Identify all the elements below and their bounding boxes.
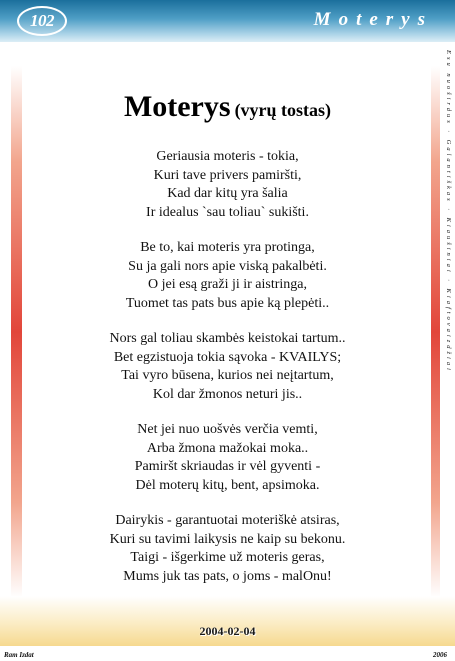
poem-line: Bet egzistuoja tokia sąvoka - KVAILYS; [113,349,342,365]
poem-line: Be to, kai moteris yra protinga, [140,240,315,255]
poem-line: Taigi - išgerkime už moteris geras, [130,550,325,565]
poem-line: Pamiršt skriaudas ir vėl gyventi - [134,459,321,474]
poem-line: Mums juk tas pats, o joms - malOnu! [123,568,332,584]
poem-body [40,148,415,603]
poem-line: Kuri su tavimi laikysis ne kaip su bekonu. [109,531,346,547]
stanza [40,512,415,586]
poem-title-subtitle: (vyrų tostas) [234,100,332,120]
poem-line: O jei esą graži ji ir aistringa, [148,277,307,292]
publisher-label: Ram Izdat [4,651,34,659]
stanza [40,330,415,404]
poem-line: Kuri tave privers pamiršti, [153,167,302,183]
stanza [40,421,415,495]
header-band [0,0,455,42]
poem-line: Dairykis - garantuotai moteriškė atsiras, [115,513,340,528]
left-decorative-bar [11,66,22,598]
poem-line: Kol dar žmonos neturi jis.. [152,386,303,402]
right-decorative-bar [431,66,440,598]
poem-title [0,90,455,124]
stanza [40,239,415,313]
page-number-logo: 102 [17,6,67,36]
poem-line: Nors gal toliau skambės keistokai tartum.. [109,331,346,346]
stanza [40,148,415,222]
poem-line: Ir idealus `sau toliau` sukišti. [146,204,309,220]
poem-line: Arba žmona mažokai moka.. [146,440,309,456]
side-vertical-text: Esu nuoširdus · Galantiškas · Kiaušiniai · Kiaftovaizdžiai [445,50,452,373]
poem-line: Dėl moterų kitų, bent, apsimoka. [135,477,320,493]
poem-line: Tai vyro būsena, kurios nei neįtartum, [121,368,334,383]
poem-line: Tuomet tas pats bus apie ką plepėti.. [125,295,330,311]
poem-line: Kad dar kitų yra šalia [167,186,288,201]
poem-title-main: Moterys [123,90,231,123]
year-label: 2006 [433,651,447,659]
header-title: Moterys [313,9,433,30]
poem-date: 2004-02-04 [199,624,256,638]
poem-line: Net jei nuo uošvės verčia vemti, [137,422,318,437]
poem-line: Su ja gali nors apie viską pakalbėti. [128,258,327,274]
poem-line: Geriausia moteris - tokia, [156,149,299,164]
